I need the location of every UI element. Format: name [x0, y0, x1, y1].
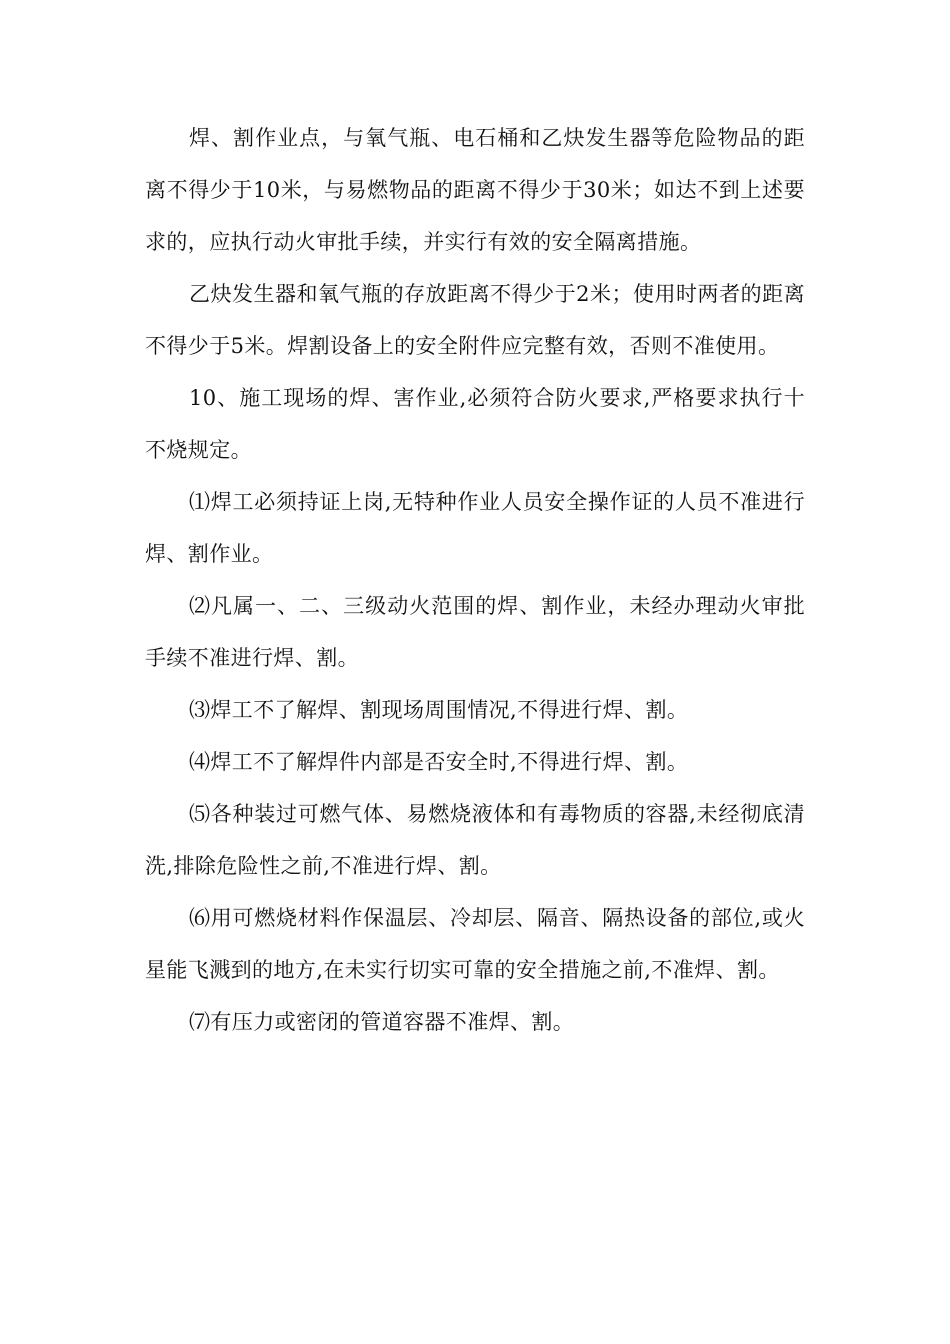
paragraph-rule-2: ⑵凡属一、二、三级动火范围的焊、割作业，未经办理动火审批手续不准进行焊、割。 [145, 594, 805, 670]
paragraph-rule-6: ⑹用可燃烧材料作保温层、冷却层、隔音、隔热设备的部位,或火星能飞溅到的地方,在未实行切实可靠的安全措施之前,不准焊、割。 [145, 906, 805, 982]
paragraph-rule-5: ⑸各种装过可燃气体、易燃烧液体和有毒物质的容器,未经彻底清洗,排除危险性之前,不准进行焊、割。 [145, 802, 805, 878]
paragraph-rule-1: ⑴焊工必须持证上岗,无特种作业人员安全操作证的人员不准进行焊、割作业。 [145, 490, 805, 566]
paragraph-acetylene-oxygen-distance: 乙炔发生器和氧气瓶的存放距离不得少于2米；使用时两者的距离不得少于5米。焊割设备上的安全附件应完整有效，否则不准使用。 [145, 282, 805, 358]
paragraph-welding-distance: 焊、割作业点，与氧气瓶、电石桶和乙炔发生器等危险物品的距离不得少于10米，与易燃物品的距离不得少于30米；如达不到上述要求的，应执行动火审批手续，并实行有效的安全隔离措施。 [145, 126, 805, 254]
paragraph-item-10: 10、施工现场的焊、害作业,必须符合防火要求,严格要求执行十不烧规定。 [145, 386, 805, 462]
paragraph-rule-3: ⑶焊工不了解焊、割现场周围情况,不得进行焊、割。 [189, 698, 689, 722]
paragraph-rule-4: ⑷焊工不了解焊件内部是否安全时,不得进行焊、割。 [189, 750, 689, 774]
document-body [145, 112, 805, 1048]
paragraph-rule-7: ⑺有压力或密闭的管道容器不准焊、割。 [189, 1010, 575, 1034]
